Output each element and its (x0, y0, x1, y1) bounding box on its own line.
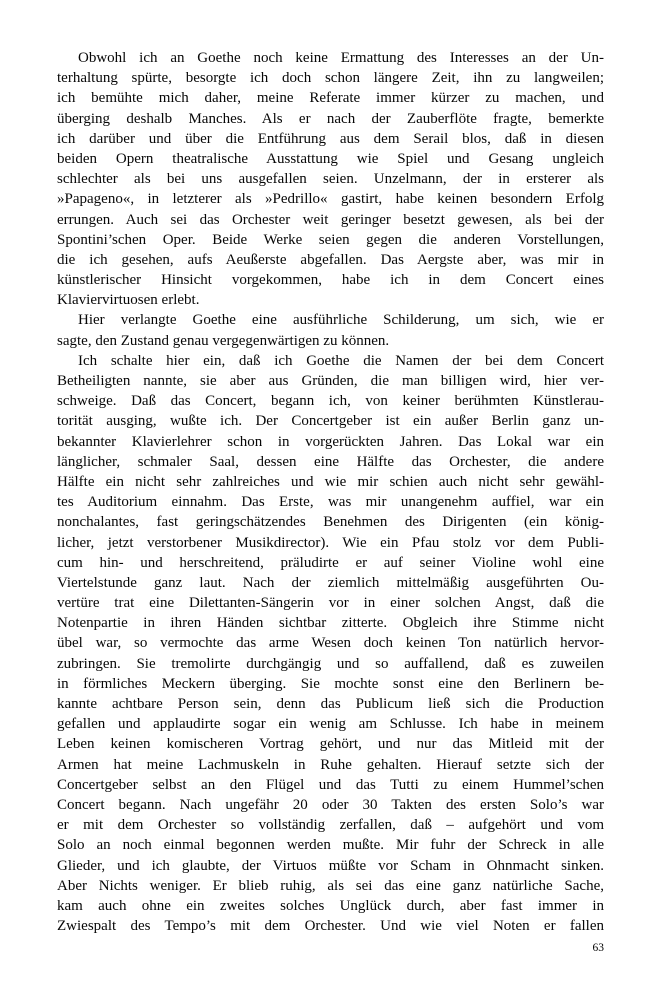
text-line: Spontini’schen Oper. Beide Werke seien gegen die anderen Vorstellungen, (57, 231, 604, 248)
text-line: Hälfte ein nicht sehr zahlreiches und wie mir schien auch nicht sehr gewähl- (57, 473, 604, 490)
text-line: Glieder, und ich glaubte, der Virtuos müßte vor Scham in Ohnmacht sinken. (57, 857, 604, 874)
text-line: überging deshalb Manches. Als er nach der Zauberflöte fragte, bemerkte (57, 110, 604, 127)
text-line: zubringen. Sie tremolirte durchgängig und so auffallend, daß es zuweilen (57, 655, 604, 672)
text-line: die ich gesehen, aufs Aeußerste abgefallen. Das Aergste aber, was mir in (57, 251, 604, 268)
paragraph (57, 351, 604, 936)
text-line: übel war, so vermochte das arme Wesen doch keinen Ton natürlich hervor- (57, 635, 604, 652)
text-line: kam auch ohne ein zweites solches Unglück durch, aber fast immer in (57, 897, 604, 914)
text-line: cum hin- und herschreitend, präludirte er auf seiner Violine wohl eine (57, 554, 604, 571)
text-line: künstlerischer Hinsicht vorgekommen, habe ich in dem Concert eines (57, 272, 604, 289)
text-line: Viertelstunde ganz laut. Nach der ziemlich mittelmäßig ausgeführten Ou- (57, 574, 604, 591)
paragraph (57, 48, 604, 310)
text-line: vertüre trat eine Dilettanten-Sängerin vor in einer solchen Angst, daß die (57, 595, 604, 612)
text-line: Leben keinen komischeren Vortrag gehört, und nur das Mitleid mit der (57, 736, 604, 753)
text-line: Ich schalte hier ein, daß ich Goethe die Namen der bei dem Concert (78, 352, 604, 369)
text-line: licher, jetzt verstorbener Musikdirector). Wie ein Pfau stolz vor dem Publi- (57, 534, 604, 551)
text-line: Betheiligten nannte, sie aber aus Gründen, die man billigen wird, hier ver- (57, 373, 604, 389)
text-line: Zwiespalt des Tempo’s mit dem Orchester. Und wie viel Noten er fallen (57, 918, 604, 935)
paragraph (57, 310, 604, 350)
text-line: errungen. Auch sei das Orchester weit geringer besetzt gewesen, als bei der (57, 211, 604, 228)
text-line: Klaviervirtuosen erlebt. (57, 292, 200, 309)
text-line: nonchalantes, fast geringschätzendes Benehmen des Dirigenten (ein könig- (57, 514, 604, 531)
text-line: Concertgeber selbst an den Flügel und das Tutti zu einem Hummel’schen (57, 776, 604, 793)
text-line: länglicher, schmaler Saal, dessen eine Hälfte das Orchester, die andere (57, 453, 604, 470)
text-line: Notenpartie in ihren Händen sichtbar zitterte. Obgleich ihre Stimme nicht (57, 615, 604, 632)
text-line: Concert begann. Nach ungefähr 20 oder 30 Takten des ersten Solo’s war (57, 796, 604, 813)
text-line: beiden Opern theatralische Ausstattung wie Spiel und Gesang ungleich (57, 150, 604, 167)
text-line: sagte, den Zustand genau vergegenwärtigen zu können. (57, 332, 390, 349)
text-line: in förmliches Meckern überging. Sie mochte sonst eine den Berlinern be- (57, 675, 604, 692)
text-line: schlechter als bei uns ausgefallen seien. Unzelmann, der in ersterer als (57, 171, 604, 188)
text-line: Solo an noch einmal begonnen werden mußte. Mir fuhr der Schreck in alle (57, 837, 604, 854)
page-number: 63 (592, 942, 604, 954)
text-line: Armen hat meine Lachmuskeln in Ruhe gehalten. Hierauf setzte sich der (57, 756, 604, 773)
text-line: ich darüber und über die Entführung aus dem Serail blos, daß in diesen (57, 130, 604, 147)
text-line: bekannter Klavierlehrer schon in vorgerückten Jahren. Das Lokal war ein (57, 433, 604, 450)
text-line: kannte achtbare Person sein, denn das Publicum ließ sich die Production (57, 696, 604, 712)
text-line: schweige. Daß das Concert, begann ich, von keiner berühmten Künstlerau- (57, 393, 604, 410)
text-line: Hier verlangte Goethe eine ausführliche Schilderung, um sich, wie er (78, 312, 604, 329)
text-line: ich bemühte mich daher, meine Referate immer kürzer zu machen, und (57, 90, 604, 107)
text-line: er mit dem Orchester so vollständig zerfallen, daß – aufgehört und vom (57, 817, 604, 834)
text-line: torität ausging, wußte ich. Der Concertgeber ist ein außer Berlin ganz un- (57, 413, 604, 430)
text-line: gefallen und applaudirte sogar ein wenig am Schlusse. Ich habe in meinem (57, 716, 604, 733)
body-text (57, 48, 604, 936)
text-line: Aber Nichts weniger. Er blieb ruhig, als sei das eine ganz natürliche Sache, (57, 877, 604, 894)
text-line: »Papageno«, in letzterer als »Pedrillo« gastirt, habe keinen besondern Erfolg (57, 191, 604, 208)
text-line: terhaltung spürte, besorgte ich doch schon längere Zeit, ihn zu langweilen; (57, 70, 604, 87)
text-line: Obwohl ich an Goethe noch keine Ermattung des Interesses an der Un- (78, 50, 604, 66)
text-line: tes Auditorium einnahm. Das Erste, was mir unangenehm auffiel, war ein (57, 494, 604, 511)
